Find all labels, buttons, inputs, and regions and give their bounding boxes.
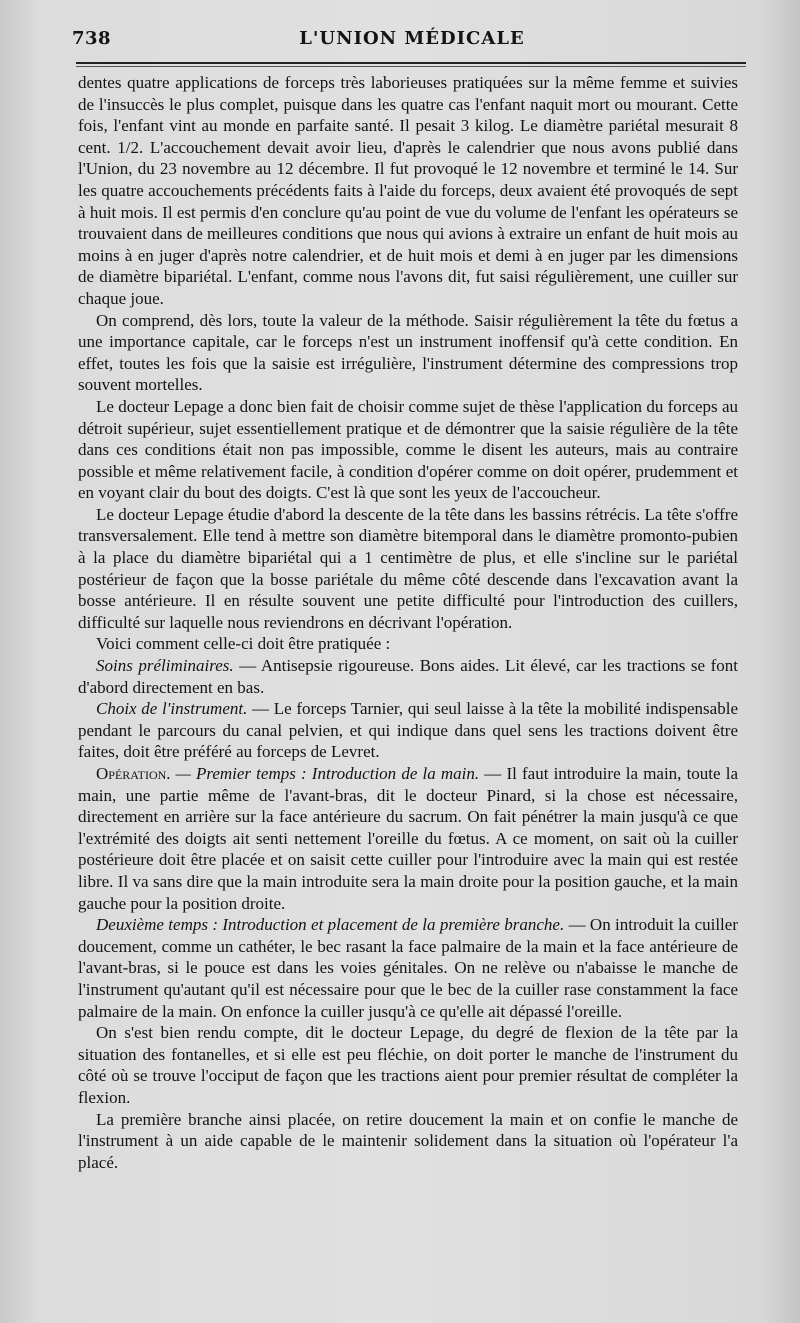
paragraph-lead-smallcaps: Opération.: [96, 764, 171, 783]
paragraph-text: — Antisepsie rigoureuse. Bons aides. Lit élevé, car les tractions se font d'abord directement en bas.: [78, 656, 738, 697]
paragraph: [78, 1109, 738, 1174]
paragraph-text: La première branche ainsi placée, on retire doucement la main et on confie le manche de l'instrument à un aide capable de le maintenir solidement dans la situation où l'opérateur l'a placé.: [78, 1109, 738, 1172]
paragraph: [78, 310, 738, 396]
paragraph-text: — Le forceps Tarnier, qui seul laisse à la tête la mobilité indispensable pendant le parcours du canal pelvien, et qui indique dans quel sens les tractions doivent être faites, doit être préféré au forceps de Levret.: [78, 699, 738, 762]
paragraph-text: dentes quatre applications de forceps très laborieuses pratiquées sur la même femme et suivies de l'insuccès le plus complet, puisque dans les quatre cas l'enfant naquit mort ou mourant. Cette fois, l'enfant vint au monde en parfaite santé. Il pesait 3 kilog. Le diamètre pariétal mesurait 8 cent. 1/2. L'accouchement devait avoir lieu, d'après le calendrier que nous avons publié dans l'Union, du 23 novembre au 12 décembre. Il fut provoqué le 12 novembre et terminé le 14. Sur les quatre accouchements précédents faits à l'aide du forceps, deux avaient été provoqués de sept à huit mois. Il est permis d'en conclure qu'au point de vue du volume de l'enfant les opérateurs se trouvaient dans de meilleures conditions que nous qui avions à extraire un enfant de huit mois au moins à en juger d'après notre calendrier, et de huit mois et demi à en juger par les dimensions de diamètre bipariétal. L'enfant, comme nous l'avons dit, fut saisi régulièrement, une cuiller sur chaque joue.: [78, 73, 738, 308]
paragraph-lead: Soins préliminaires.: [96, 656, 234, 676]
paragraph-text: On s'est bien rendu compte, dit le docteur Lepage, du degré de flexion de la tête par la situation des fontanelles, et si elle est peu fléchie, on doit porter le manche de l'instrument du côté où se trouve l'occiput de façon que les tractions aient pour premier résultat de compléter la flexion.: [78, 1023, 738, 1107]
paragraph-lead: Deuxième temps : Introduction et placement de la première branche.: [96, 915, 565, 935]
paragraph-text: Voici comment celle-ci doit être pratiquée :: [96, 634, 391, 654]
paragraph: [78, 655, 738, 698]
page-number: 738: [72, 28, 112, 49]
header-rule: [76, 62, 746, 67]
paragraph: [78, 396, 738, 504]
paragraph: [78, 1022, 738, 1108]
paragraph: [78, 72, 738, 310]
paragraph-lead: Choix de l'instrument.: [96, 699, 248, 719]
paragraph-text: On comprend, dès lors, toute la valeur de la méthode. Saisir régulièrement la tête du fœtus a une importance capitale, car le forceps n'est un instrument inoffensif qu'à cette condition. En effet, toutes les fois que la saisie est irrégulière, l'instrument détermine des compressions trop souvent mortelles.: [78, 310, 738, 395]
running-header: [72, 28, 752, 58]
paragraph: [78, 763, 738, 914]
paragraph: [78, 633, 738, 655]
journal-title: L'UNION MÉDICALE: [299, 28, 525, 49]
paragraph: [78, 914, 738, 1022]
paragraph: [78, 504, 738, 634]
paragraph-text: — On introduit la cuiller doucement, comme un cathéter, le bec rasant la face palmaire de la main et la face antérieure de l'avant-bras, si le pouce est dans les voies génitales. On ne relève ou n'abaisse le manche de l'instrument qu'autant qu'il est nécessaire pour que le bec de la cuiller rase constamment la face palmaire de la main. On enfonce la cuiller jusqu'à ce qu'elle ait dépassé l'oreille.: [78, 915, 738, 1021]
paragraph-lead: — Premier temps : Introduction de la main.: [170, 764, 480, 783]
paragraph-text: — Il faut introduire la main, toute la main, une partie même de l'avant-bras, dit le docteur Pinard, si la chose est nécessaire, directement en arrière sur la face antérieure du sacrum. On fait pénétrer la main jusqu'à ce que l'extrémité des doigts ait senti nettement l'oreille du fœtus. A ce moment, on sait où la cuiller postérieure doit être placée et on saisit cette cuiller pour l'introduire avec la main qui est restée libre. Il va sans dire que la main introduite sera la main droite pour la position gauche, et la main gauche pour la position droite.: [78, 764, 738, 913]
article-body: [78, 72, 738, 1173]
paragraph-text: Le docteur Lepage a donc bien fait de choisir comme sujet de thèse l'application du forceps au détroit supérieur, sujet essentiellement pratique et de démontrer que la saisie régulière de la tête dans ces conditions était non pas impossible, comme le disent les auteurs, mais au contraire possible et même relativement facile, à condition d'opérer comme on doit opérer, prudemment et en voyant clair du bout des doigts. C'est là que sont les yeux de l'accoucheur.: [78, 396, 738, 503]
paragraph-text: Le docteur Lepage étudie d'abord la descente de la tête dans les bassins rétrécis. La tête s'offre transversalement. Elle tend à mettre son diamètre bitemporal dans le diamètre promonto-pubien à la place du diamètre bipariétal qui a 1 centimètre de plus, et elle s'incline sur le pariétal postérieur de façon que la bosse pariétale du même côté descende dans l'excavation avant la bosse antérieure. Il en résulte souvent une petite difficulté pour l'introduction des cuillers, difficulté sur laquelle nous reviendrons en décrivant l'opération.: [78, 504, 738, 632]
paragraph: [78, 698, 738, 763]
